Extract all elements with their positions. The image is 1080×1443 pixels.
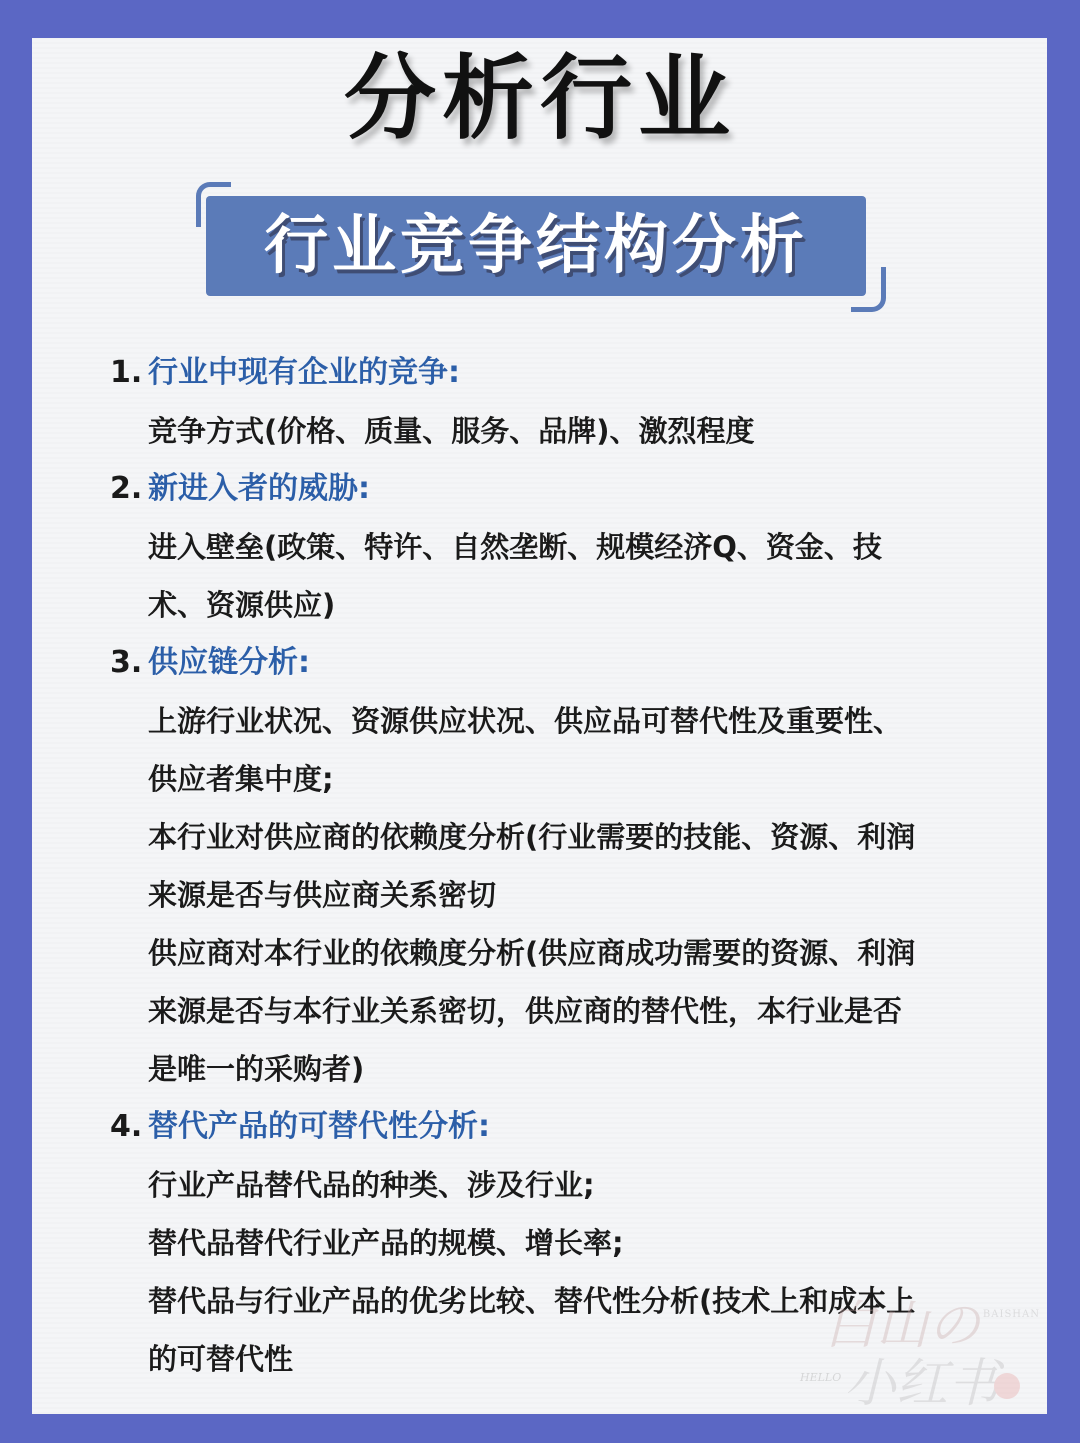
- section-number: 2.: [110, 471, 143, 506]
- section-line: 替代品替代行业产品的规模、增长率;: [148, 1226, 624, 1260]
- section-line: 的可替代性: [148, 1342, 294, 1376]
- section-title: 供应链分析:: [148, 645, 310, 680]
- section-title: 新进入者的威胁:: [148, 471, 370, 506]
- section-line: 术、资源供应): [148, 588, 336, 622]
- section-line: 上游行业状况、资源供应状况、供应品可替代性及重要性、: [148, 704, 903, 738]
- section-number: 4.: [110, 1109, 143, 1144]
- section-3: [110, 634, 990, 1098]
- watermark-text-bottom: 小红书: [843, 1354, 1000, 1414]
- section-heading: [110, 634, 990, 692]
- banner-background: [206, 196, 866, 296]
- section-line: 供应者集中度;: [148, 762, 334, 796]
- section-line: 供应商对本行业的依赖度分析(供应商成功需要的资源、利润: [148, 936, 916, 970]
- banner-title: 行业竞争结构分析: [264, 209, 808, 283]
- section-line: 来源是否与供应商关系密切: [148, 878, 497, 912]
- section-heading: [110, 344, 990, 402]
- section-number: 1.: [110, 355, 143, 390]
- watermark-text-hello: HELLO: [800, 1371, 842, 1384]
- bracket-bottom-right-decoration: [851, 267, 886, 312]
- content-list: [110, 344, 990, 1388]
- section-line: 本行业对供应商的依赖度分析(行业需要的技能、资源、利润: [148, 820, 916, 854]
- section-heading: [110, 1098, 990, 1156]
- section-title: 替代产品的可替代性分析:: [148, 1109, 490, 1144]
- section-line: 替代品与行业产品的优劣比较、替代性分析(技术上和成本上: [148, 1284, 916, 1318]
- section-line: 进入壁垒(政策、特许、自然垄断、规模经济Q、资金、技: [148, 530, 882, 564]
- section-line: 竞争方式(价格、质量、服务、品牌)、激烈程度: [148, 414, 755, 448]
- section-heading: [110, 460, 990, 518]
- page-title: 分析行业: [343, 45, 736, 152]
- section-line: 行业产品替代品的种类、涉及行业;: [148, 1168, 595, 1202]
- watermark-logo: [800, 1283, 1040, 1423]
- section-line: 是唯一的采购者): [148, 1052, 365, 1086]
- watermark-dot-icon: [994, 1373, 1020, 1399]
- watermark-text-small: BAISHAN: [982, 1309, 1040, 1320]
- section-title: 行业中现有企业的竞争:: [148, 355, 460, 390]
- section-2: [110, 460, 990, 634]
- watermark-text-top: 白山の: [823, 1296, 980, 1356]
- section-number: 3.: [110, 645, 143, 680]
- section-line: 来源是否与本行业关系密切，供应商的替代性，本行业是否: [148, 994, 903, 1028]
- subtitle-banner: [196, 182, 886, 312]
- section-1: [110, 344, 990, 460]
